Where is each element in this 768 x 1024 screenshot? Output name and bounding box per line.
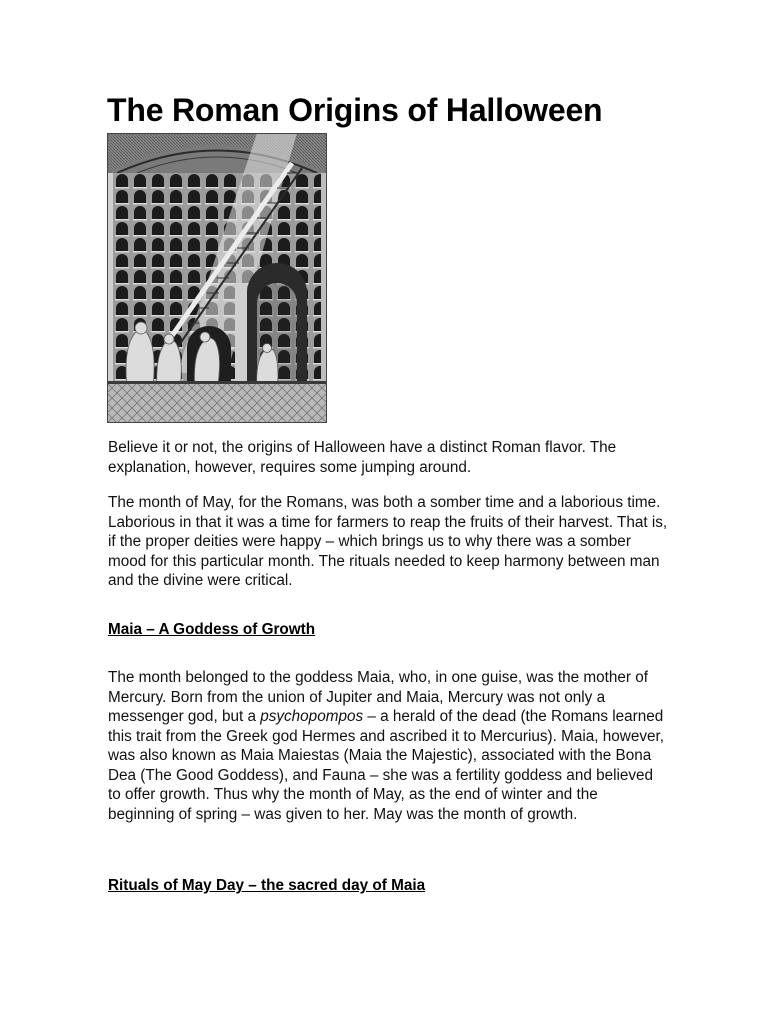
paragraph-maia-text-end: – a herald of the dead (the Romans learned this trait from the Greek god Hermes and ascribed it to Mercurius). Maia, however, was also known as Maia Maiestas (Maia the Majestic), associated with the Bona Dea (The Good Goddess), and Fauna – she was a fertility goddess and believed to offer growth. Thus why the month of May, as the end of winter and the beginning of spring – was given to her. May was the month of growth.: [108, 708, 665, 823]
page-title: The Roman Origins of Halloween: [107, 92, 603, 128]
illustration-roman-columbarium: [107, 133, 327, 423]
paragraph-maia-italic-term: psychopompos: [260, 708, 364, 725]
paragraph-maia: [108, 668, 668, 824]
paragraph-month-of-may: The month of May, for the Romans, was both a somber time and a laborious time. Laborious in that it was a time for farmers to reap the fruits of their harvest. That is, if the proper deities were happy – which brings us to why there was a somber mood for this particular month. The rituals needed to keep harmony between man and the divine were critical.: [108, 494, 668, 589]
section-heading-rituals: Rituals of May Day – the sacred day of Maia: [108, 877, 426, 894]
paragraph-intro: Believe it or not, the origins of Halloween have a distinct Roman flavor. The explanation, however, requires some jumping around.: [108, 439, 617, 476]
engraving-image: [107, 133, 327, 423]
section-heading-maia: Maia – A Goddess of Growth: [108, 621, 316, 638]
paragraph-maia-text-start: The month belonged to the goddess Maia, who, in one guise, was the mother of Mercury. Born from the union of Jupiter and Maia, Mercury was not only a messenger god, but a: [108, 669, 648, 725]
